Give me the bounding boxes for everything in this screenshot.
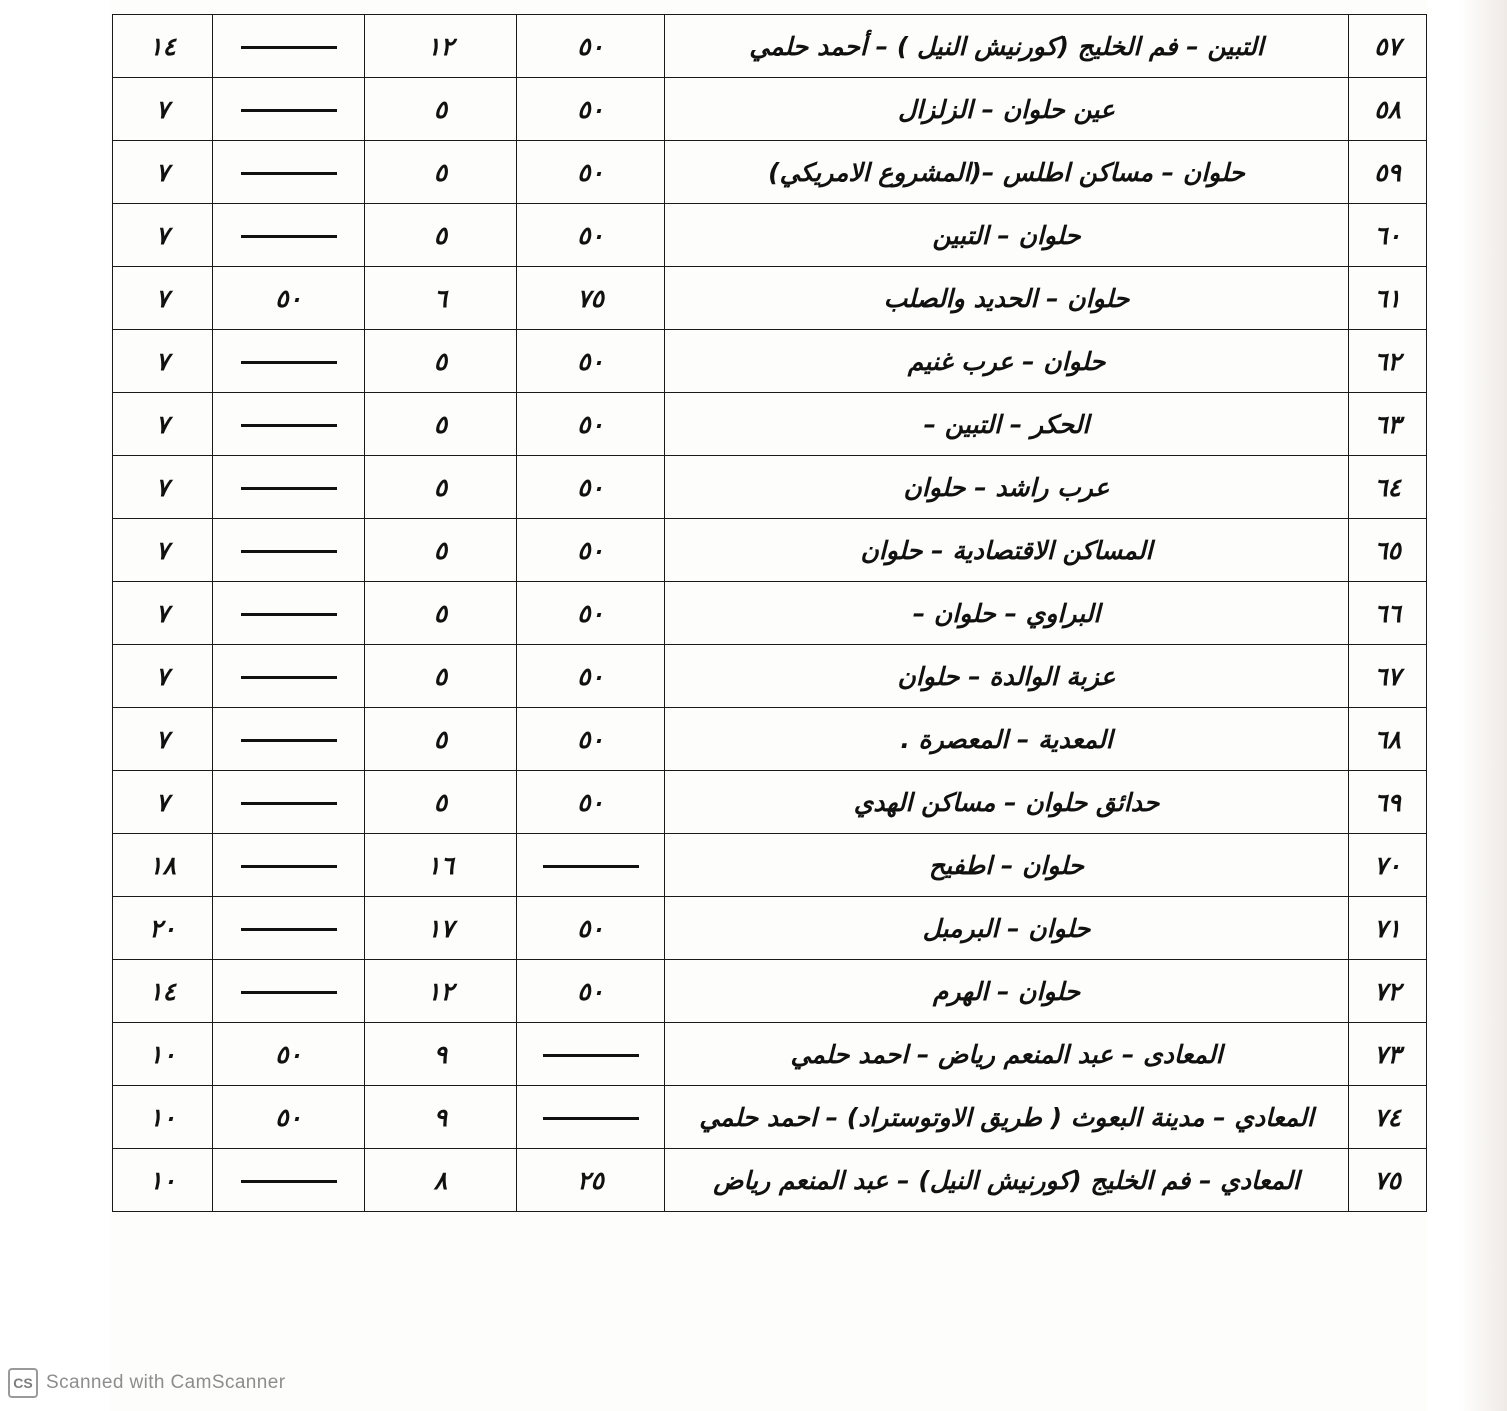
table-row	[113, 456, 1427, 519]
value-column-3	[517, 834, 665, 897]
dash-mark	[241, 991, 337, 994]
dash-mark	[543, 865, 639, 868]
table-row	[113, 267, 1427, 330]
dash-mark	[241, 550, 337, 553]
dash-mark	[241, 424, 337, 427]
table-row	[113, 330, 1427, 393]
table-row	[113, 1023, 1427, 1086]
value-column-2: ١٢	[365, 960, 517, 1023]
row-index: ٥٧	[1349, 15, 1427, 78]
route-name: عين حلوان – الزلزال	[665, 78, 1349, 141]
table-row	[113, 960, 1427, 1023]
value-column-1	[213, 582, 365, 645]
dash-mark	[241, 487, 337, 490]
route-table-container	[112, 14, 1427, 1212]
row-index: ٦١	[1349, 267, 1427, 330]
table-row	[113, 582, 1427, 645]
value-column-1	[213, 519, 365, 582]
value-column-3: ٥٠	[517, 330, 665, 393]
value-column-0: ٧	[113, 393, 213, 456]
dash-mark	[241, 46, 337, 49]
value-column-1	[213, 204, 365, 267]
value-column-2: ٥	[365, 645, 517, 708]
row-index: ٧٥	[1349, 1149, 1427, 1212]
camscanner-badge-icon: CS	[8, 1368, 38, 1398]
dash-mark	[241, 109, 337, 112]
value-column-0: ٧	[113, 456, 213, 519]
row-index: ٦٣	[1349, 393, 1427, 456]
dash-mark	[241, 802, 337, 805]
route-name: حلوان – البرمبل	[665, 897, 1349, 960]
route-name: المعادي – فم الخليج (كورنيش النيل) – عبد المنعم رياض	[665, 1149, 1349, 1212]
value-column-2: ١٢	[365, 15, 517, 78]
route-name: التبين – فم الخليج (كورنيش النيل ) – أحمد حلمي	[665, 15, 1349, 78]
value-column-1: ٥٠	[213, 1086, 365, 1149]
route-name: حلوان – الحديد والصلب	[665, 267, 1349, 330]
value-column-3: ٥٠	[517, 645, 665, 708]
table-row	[113, 204, 1427, 267]
value-column-2: ٥	[365, 204, 517, 267]
value-column-1	[213, 141, 365, 204]
table-row	[113, 519, 1427, 582]
value-column-2: ٥	[365, 708, 517, 771]
route-name: عرب راشد – حلوان	[665, 456, 1349, 519]
row-index: ٦٠	[1349, 204, 1427, 267]
value-column-0: ٧	[113, 78, 213, 141]
dash-mark	[241, 739, 337, 742]
value-column-0: ١٠	[113, 1149, 213, 1212]
value-column-1	[213, 645, 365, 708]
value-column-2: ٥	[365, 456, 517, 519]
route-name: عزبة الوالدة – حلوان	[665, 645, 1349, 708]
value-column-1	[213, 960, 365, 1023]
value-column-3: ٥٠	[517, 204, 665, 267]
value-column-2: ١٦	[365, 834, 517, 897]
value-column-0: ٧	[113, 330, 213, 393]
value-column-1	[213, 771, 365, 834]
value-column-0: ١٠	[113, 1086, 213, 1149]
value-column-1	[213, 393, 365, 456]
table-row	[113, 897, 1427, 960]
camscanner-label: Scanned with CamScanner	[46, 1372, 286, 1393]
value-column-0: ٧	[113, 267, 213, 330]
row-index: ٦٥	[1349, 519, 1427, 582]
value-column-0: ٧	[113, 645, 213, 708]
value-column-3: ٥٠	[517, 771, 665, 834]
row-index: ٧١	[1349, 897, 1427, 960]
row-index: ٦٢	[1349, 330, 1427, 393]
row-index: ٦٩	[1349, 771, 1427, 834]
value-column-2: ٥	[365, 519, 517, 582]
row-index: ٦٤	[1349, 456, 1427, 519]
value-column-1	[213, 330, 365, 393]
value-column-3: ٥٠	[517, 15, 665, 78]
value-column-2: ٥	[365, 582, 517, 645]
table-row	[113, 708, 1427, 771]
value-column-3: ٥٠	[517, 897, 665, 960]
dash-mark	[241, 676, 337, 679]
value-column-3: ٥٠	[517, 393, 665, 456]
table-row	[113, 78, 1427, 141]
route-name: حلوان – التبين	[665, 204, 1349, 267]
value-column-3: ٥٠	[517, 141, 665, 204]
dash-mark	[241, 172, 337, 175]
table-row	[113, 141, 1427, 204]
dash-mark	[241, 361, 337, 364]
value-column-1: ٥٠	[213, 267, 365, 330]
value-column-3	[517, 1086, 665, 1149]
table-row	[113, 645, 1427, 708]
route-name: الحكر – التبين –	[665, 393, 1349, 456]
dash-mark	[241, 928, 337, 931]
table-row	[113, 15, 1427, 78]
value-column-2: ٥	[365, 771, 517, 834]
value-column-0: ١٠	[113, 1023, 213, 1086]
dash-mark	[543, 1054, 639, 1057]
row-index: ٧٠	[1349, 834, 1427, 897]
route-name: حلوان – الهرم	[665, 960, 1349, 1023]
value-column-2: ٥	[365, 330, 517, 393]
route-name: المساكن الاقتصادية – حلوان	[665, 519, 1349, 582]
value-column-0: ٧	[113, 141, 213, 204]
value-column-2: ٥	[365, 141, 517, 204]
row-index: ٧٢	[1349, 960, 1427, 1023]
row-index: ٦٧	[1349, 645, 1427, 708]
value-column-2: ٥	[365, 393, 517, 456]
route-name: المعادي – مدينة البعوث ( طريق الاوتوستراد) – احمد حلمي	[665, 1086, 1349, 1149]
route-table-body	[113, 15, 1427, 1212]
value-column-2: ١٧	[365, 897, 517, 960]
value-column-3: ٥٠	[517, 519, 665, 582]
route-name: حلوان – مساكن اطلس –(المشروع الامريكي)	[665, 141, 1349, 204]
value-column-3: ٢٥	[517, 1149, 665, 1212]
value-column-1	[213, 78, 365, 141]
dash-mark	[241, 613, 337, 616]
value-column-1	[213, 834, 365, 897]
value-column-0: ٧	[113, 519, 213, 582]
value-column-2: ٨	[365, 1149, 517, 1212]
value-column-0: ٧	[113, 771, 213, 834]
camscanner-watermark	[0, 1363, 1507, 1403]
dash-mark	[241, 865, 337, 868]
value-column-0: ١٨	[113, 834, 213, 897]
route-name: حدائق حلوان – مساكن الهدي	[665, 771, 1349, 834]
route-table	[112, 14, 1427, 1212]
value-column-0: ٧	[113, 204, 213, 267]
value-column-1	[213, 897, 365, 960]
value-column-2: ٩	[365, 1086, 517, 1149]
value-column-0: ١٤	[113, 960, 213, 1023]
dash-mark	[241, 235, 337, 238]
value-column-1	[213, 1149, 365, 1212]
route-name: المعادى – عبد المنعم رياض – احمد حلمي	[665, 1023, 1349, 1086]
table-row	[113, 771, 1427, 834]
value-column-1: ٥٠	[213, 1023, 365, 1086]
dash-mark	[241, 1180, 337, 1183]
route-name: المعدية – المعصرة .	[665, 708, 1349, 771]
page-margin-right	[1427, 0, 1507, 1411]
value-column-2: ٩	[365, 1023, 517, 1086]
value-column-0: ١٤	[113, 15, 213, 78]
route-name: حلوان – اطفيح	[665, 834, 1349, 897]
page-margin-left	[0, 0, 110, 1411]
value-column-3	[517, 1023, 665, 1086]
row-index: ٦٦	[1349, 582, 1427, 645]
table-row	[113, 834, 1427, 897]
row-index: ٦٨	[1349, 708, 1427, 771]
row-index: ٧٣	[1349, 1023, 1427, 1086]
value-column-2: ٦	[365, 267, 517, 330]
value-column-1	[213, 15, 365, 78]
value-column-1	[213, 708, 365, 771]
table-row	[113, 393, 1427, 456]
value-column-1	[213, 456, 365, 519]
value-column-3: ٥٠	[517, 78, 665, 141]
row-index: ٥٨	[1349, 78, 1427, 141]
route-name: البراوي – حلوان –	[665, 582, 1349, 645]
value-column-3: ٥٠	[517, 960, 665, 1023]
value-column-3: ٧٥	[517, 267, 665, 330]
table-row	[113, 1149, 1427, 1212]
value-column-0: ٧	[113, 582, 213, 645]
route-name: حلوان – عرب غنيم	[665, 330, 1349, 393]
row-index: ٥٩	[1349, 141, 1427, 204]
value-column-3: ٥٠	[517, 582, 665, 645]
value-column-0: ٢٠	[113, 897, 213, 960]
value-column-0: ٧	[113, 708, 213, 771]
table-row	[113, 1086, 1427, 1149]
row-index: ٧٤	[1349, 1086, 1427, 1149]
value-column-2: ٥	[365, 78, 517, 141]
dash-mark	[543, 1117, 639, 1120]
value-column-3: ٥٠	[517, 456, 665, 519]
value-column-3: ٥٠	[517, 708, 665, 771]
